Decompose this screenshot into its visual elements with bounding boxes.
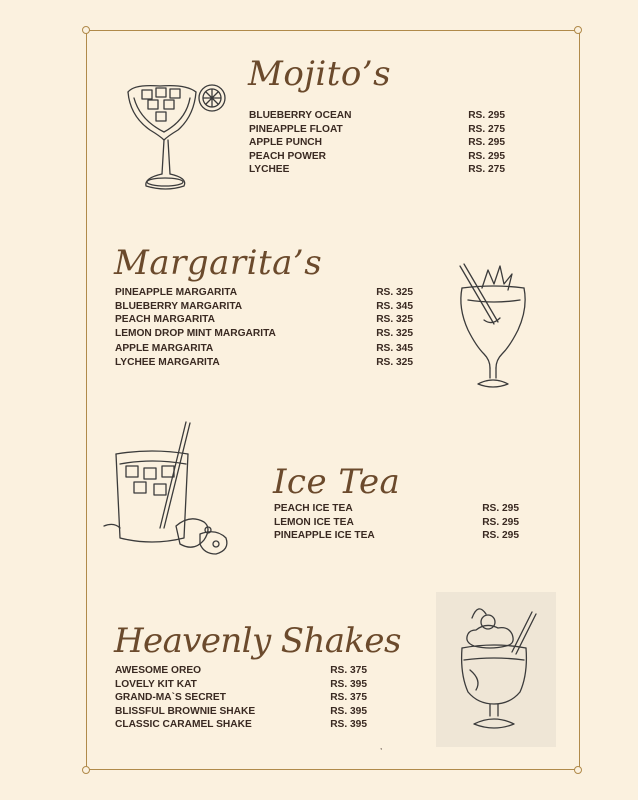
item-name: PINEAPPLE MARGARITA	[115, 287, 238, 298]
item-name: GRAND-MA`S SECRET	[115, 692, 226, 704]
item-name: CLASSIC CARAMEL SHAKE	[115, 719, 252, 731]
item-name: BLISSFUL BROWNIE SHAKE	[115, 705, 256, 717]
section-title-margaritas: Margarita’s	[114, 243, 323, 283]
item-name: APPLE MARGARITA	[115, 343, 214, 355]
item-price: RS. 325	[376, 356, 413, 368]
iced-tea-glass-icon	[100, 418, 236, 560]
menu-list-mojitos	[249, 109, 505, 177]
item-price: RS. 295	[482, 516, 519, 528]
menu-item	[115, 705, 367, 719]
menu-item	[249, 123, 505, 137]
menu-item	[249, 136, 505, 150]
menu-item	[115, 300, 413, 314]
item-name: PEACH POWER	[249, 150, 326, 162]
hurricane-glass-icon	[454, 260, 534, 396]
item-name: LYCHEE	[249, 164, 290, 176]
item-name: BLUEBERRY OCEAN	[249, 110, 352, 121]
menu-list-margaritas	[115, 286, 413, 370]
item-price: RS. 395	[330, 678, 367, 690]
item-name: PINEAPPLE FLOAT	[249, 123, 343, 135]
milkshake-glass-icon	[446, 600, 546, 742]
item-price: RS. 375	[330, 692, 367, 704]
item-price: RS. 395	[330, 705, 367, 717]
item-price: RS. 395	[330, 719, 367, 731]
menu-item	[249, 150, 505, 164]
item-price: RS. 295	[482, 503, 519, 514]
menu-item	[249, 163, 505, 177]
menu-item	[115, 664, 367, 678]
item-name: APPLE PUNCH	[249, 137, 323, 149]
item-name: LEMON ICE TEA	[274, 516, 354, 528]
menu-item	[249, 109, 505, 123]
item-price: RS. 295	[468, 137, 505, 149]
menu-list-ice-tea	[274, 502, 519, 543]
item-name: PEACH MARGARITA	[115, 314, 215, 326]
section-title-heavenly-shakes: Heavenly Shakes	[114, 621, 401, 661]
menu-item	[274, 516, 519, 530]
menu-item	[274, 502, 519, 516]
menu-list-heavenly-shakes	[115, 664, 367, 732]
frame-corner-ornament	[82, 766, 90, 774]
menu-item	[115, 678, 367, 692]
item-price: RS. 325	[376, 287, 413, 298]
item-name: AWESOME OREO	[115, 665, 202, 676]
footer-mark: ,	[380, 742, 383, 751]
item-name: PINEAPPLE ICE TEA	[274, 530, 375, 542]
item-price: RS. 325	[376, 327, 413, 339]
item-price: RS. 295	[482, 530, 519, 542]
item-price: RS. 295	[468, 150, 505, 162]
frame-corner-ornament	[82, 26, 90, 34]
item-price: RS. 275	[468, 123, 505, 135]
item-name: LEMON DROP MINT MARGARITA	[115, 327, 276, 339]
section-title-ice-tea: Ice Tea	[273, 462, 401, 502]
menu-item	[115, 718, 367, 732]
item-name: PEACH ICE TEA	[274, 503, 353, 514]
menu-item	[115, 342, 413, 356]
item-price: RS. 275	[468, 164, 505, 176]
item-price: RS. 375	[330, 665, 367, 676]
item-price: RS. 325	[376, 314, 413, 326]
menu-item	[115, 327, 413, 341]
menu-item	[274, 529, 519, 543]
menu-item	[115, 691, 367, 705]
item-name: BLUEBERRY MARGARITA	[115, 300, 243, 312]
menu-item	[115, 286, 413, 300]
item-price: RS. 345	[376, 300, 413, 312]
frame-corner-ornament	[574, 26, 582, 34]
section-title-mojitos: Mojito’s	[248, 54, 392, 94]
item-name: LOVELY KIT KAT	[115, 678, 197, 690]
margarita-glass-icon	[120, 78, 232, 202]
item-price: RS. 345	[376, 343, 413, 355]
frame-corner-ornament	[574, 766, 582, 774]
item-name: LYCHEE MARGARITA	[115, 356, 220, 368]
menu-item	[115, 356, 413, 370]
item-price: RS. 295	[468, 110, 505, 121]
menu-item	[115, 313, 413, 327]
